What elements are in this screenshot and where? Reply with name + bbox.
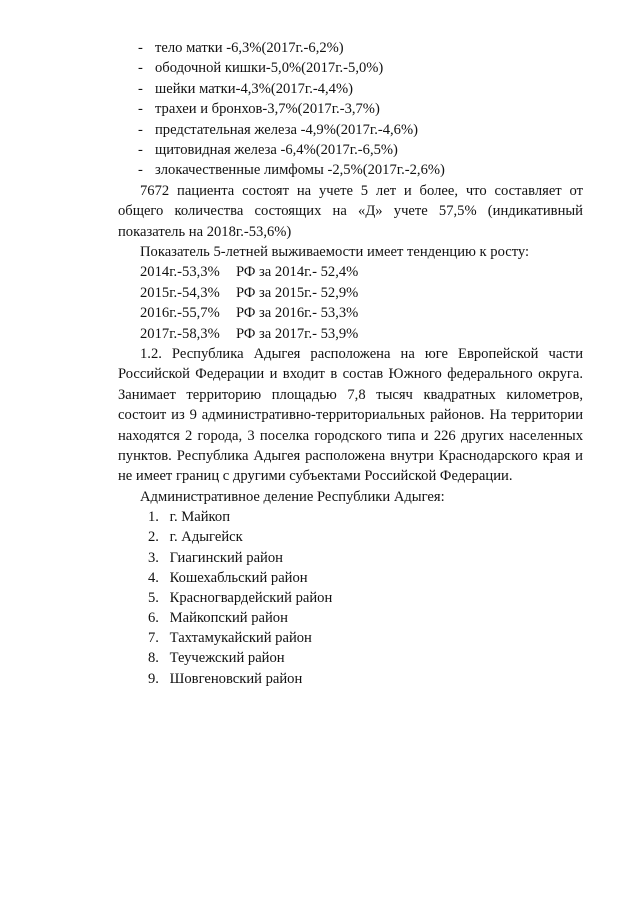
list-item-text: предстательная железа -4,9%(2017г.-4,6%) [155,121,419,138]
region-survival-value: 2015г.-54,3% [140,284,220,301]
list-item [118,99,583,119]
list-item [118,79,583,99]
survival-row [118,262,583,282]
survival-table [118,262,583,344]
list-item-text: злокачественные лимфомы -2,5%(2017г.-2,6%) [155,162,445,179]
district-list [118,507,583,689]
list-number: 8. [148,650,159,667]
list-item-text: ободочной кишки-5,0%(2017г.-5,0%) [155,60,384,77]
list-item [118,38,583,58]
survival-heading: Показатель 5-летней выживаемости имеет тенденцию к росту: [140,243,530,260]
list-dash: - [138,80,143,97]
text-column [118,38,583,689]
list-dash: - [138,121,143,138]
list-item [118,507,583,527]
region-survival-value: 2016г.-55,7% [140,305,220,322]
district-name: Кошехабльский район [169,569,308,586]
cancer-site-list [118,38,583,181]
list-dash: - [138,101,143,118]
list-item-text: тело матки -6,3%(2017г.-6,2%) [155,40,344,56]
survival-row [118,324,583,344]
list-number: 4. [148,569,159,586]
list-item [118,669,583,689]
list-item [118,160,583,180]
region-survival-value: 2014г.-53,3% [140,264,220,281]
list-item [118,588,583,608]
list-item [118,527,583,547]
list-number: 6. [148,610,159,627]
list-dash: - [138,162,143,179]
district-name: Тахтамукайский район [169,630,312,647]
list-item [118,140,583,160]
district-name: г. Майкоп [169,509,231,526]
registry-paragraph: 7672 пациента состоят на учете 5 лет и более, что составляет от общего количества состоящих на «Д» учете 57,5% (индикативный показатель на 2018г.-53,6%) [118,182,583,240]
district-name: Теучежский район [169,650,285,667]
district-name: Майкопский район [169,610,288,627]
list-item [118,608,583,628]
list-item [118,58,583,78]
district-name: г. Адыгейск [169,529,243,546]
region-paragraph: 1.2. Республика Адыгея расположена на юге Европейской части Российской Федерации и входит в состав Южного федерального округа. Занимает территорию площадью 7,8 тысяч квадратных километров, состоит из 9 административно-территориальных районов. На территории находятся 2 города, 3 поселка городского типа и 226 других населенных пунктов. Республика Адыгея расположена внутри Краснодарского края и не имеет границ с другими субъектами Российской Федерации. [118,345,583,485]
list-item [118,548,583,568]
list-number: 2. [148,529,159,546]
rf-survival-value: РФ за 2014г.- 52,4% [236,264,359,281]
district-name: Красногвардейский район [169,589,333,606]
admin-division-heading: Административное деление Республики Адыгея: [140,488,445,505]
list-item [118,120,583,140]
list-item-text: шейки матки-4,3%(2017г.-4,4%) [155,80,353,97]
list-number: 1. [148,509,159,526]
survival-row [118,303,583,323]
list-number: 5. [148,589,159,606]
list-number: 9. [148,670,159,687]
list-item-text: щитовидная железа -6,4%(2017г.-6,5%) [155,141,398,158]
list-dash: - [138,60,143,77]
list-item [118,628,583,648]
list-dash: - [138,141,143,158]
list-item [118,648,583,668]
list-item-text: трахеи и бронхов-3,7%(2017г.-3,7%) [155,101,380,118]
rf-survival-value: РФ за 2016г.- 53,3% [236,305,359,322]
list-number: 7. [148,630,159,647]
district-name: Шовгеновский район [169,670,303,687]
list-dash: - [138,40,143,56]
list-number: 3. [148,549,159,566]
survival-row [118,283,583,303]
region-survival-value: 2017г.-58,3% [140,325,220,342]
district-name: Гиагинский район [169,549,283,566]
rf-survival-value: РФ за 2017г.- 53,9% [236,325,359,342]
rf-survival-value: РФ за 2015г.- 52,9% [236,284,359,301]
list-item [118,568,583,588]
